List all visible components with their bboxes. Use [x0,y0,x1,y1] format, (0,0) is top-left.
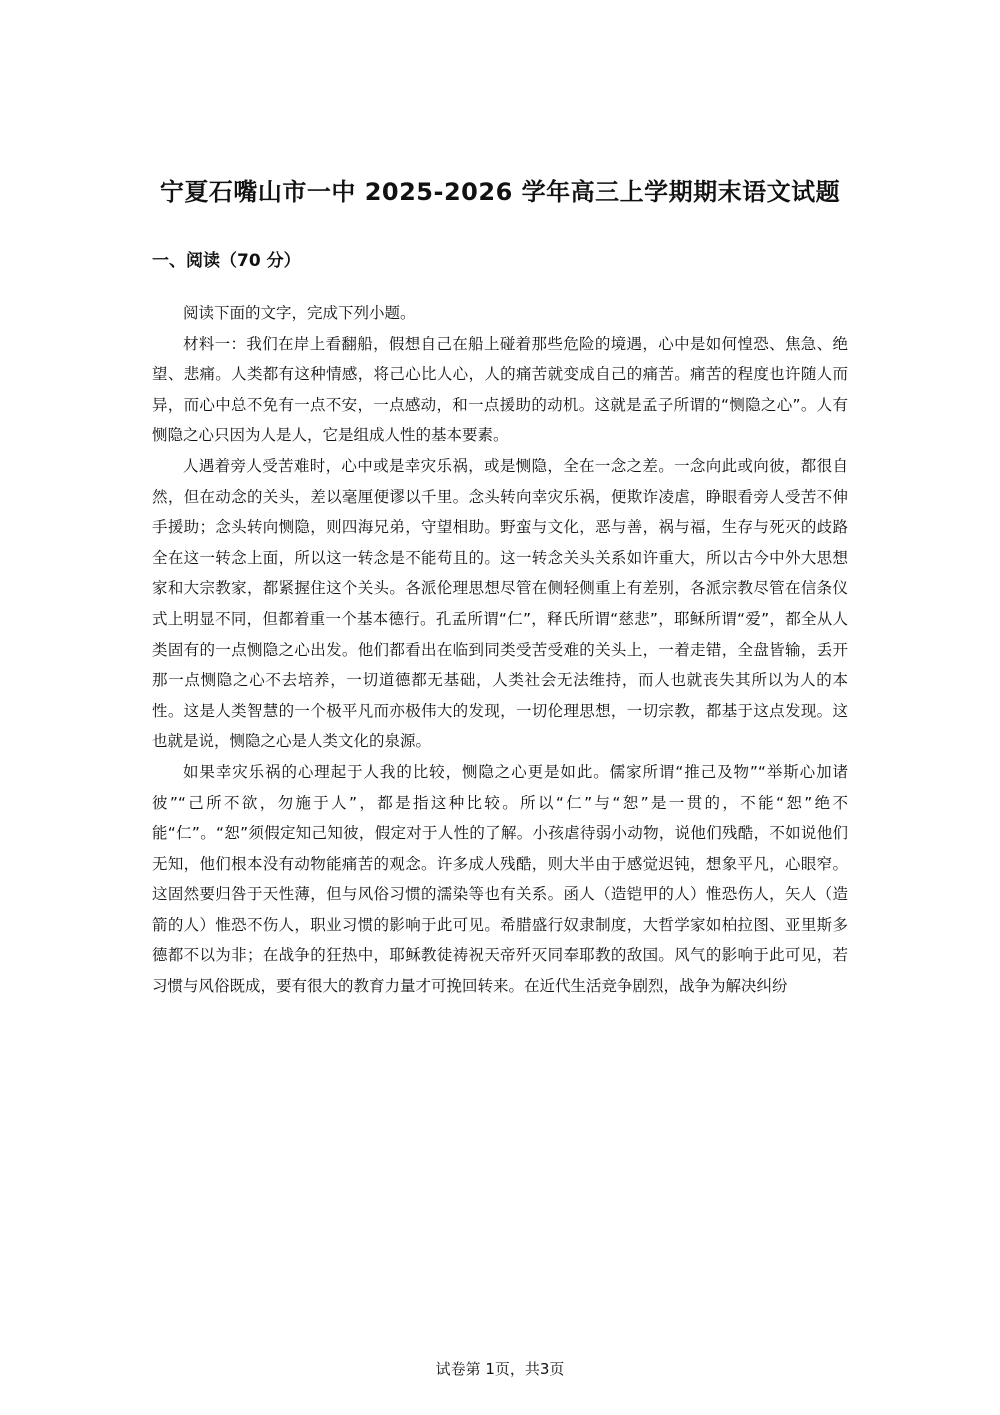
reading-passage [152,298,848,1002]
instruction-paragraph: 阅读下面的文字，完成下列小题。 [183,304,416,322]
document-title: 宁夏石嘴山市一中 2025-2026 学年高三上学期期末语文试题 [159,178,841,206]
section-heading: 一、阅读（70 分） [152,251,301,271]
passage-paragraph: 如果幸灾乐祸的心理起于人我的比较，恻隐之心更是如此。儒家所谓“推己及物”“举斯心加诸彼”“己所不欲，勿施于人”，都是指这种比较。所以“仁”与“恕”是一贯的，不能“恕”绝不能“仁”。“恕”须假定知己知彼，假定对于人性的了解。小孩虐待弱小动物，说他们残酷，不如说他们无知，他们根本没有动物能痛苦的观念。许多成人残酷，则大半由于感觉迟钝，想象平凡，心眼窄。这固然要归咎于天性薄，但与风俗习惯的濡染等也有关系。函人（造铠甲的人）惟恐伤人，矢人（造箭的人）惟恐不伤人，职业习惯的影响于此可见。希腊盛行奴隶制度，大哲学家如柏拉图、亚里斯多德都不以为非；在战争的狂热中，耶稣教徒祷祝天帝歼灭同奉耶教的敌国。风气的影响于此可见，若习惯与风俗既成，要有很大的教育力量才可挽回转来。在近代生活竞争剧烈，战争为解决纠纷 [152,762,848,996]
passage-paragraph: 人遇着旁人受苦难时，心中或是幸灾乐祸，或是恻隐，全在一念之差。一念向此或向彼，都很自然，但在动念的关头，差以毫厘便谬以千里。念头转向幸灾乐祸，便欺诈凌虐，睁眼看旁人受苦不伸手援助；念头转向恻隐，则四海兄弟，守望相助。野蛮与文化，恶与善，祸与福，生存与死灭的歧路全在这一转念上面，所以这一转念是不能苟且的。这一转念关头关系如许重大，所以古今中外大思想家和大宗教家，都紧握住这个关头。各派伦理思想尽管在侧轻侧重上有差别，各派宗教尽管在信条仪式上明显不同，但都着重一个基本德行。孔孟所谓“仁”，释氏所谓“慈悲”，耶稣所谓“爱”，都全从人类固有的一点恻隐之心出发。他们都看出在临到同类受苦受难的关头上，一着走错，全盘皆输，丢开那一点恻隐之心不去培养，一切道德都无基础，人类社会无法维持，而人也就丧失其所以为人的本性。这是人类智慧的一个极平凡而亦极伟大的发现，一切伦理思想，一切宗教，都基于这点发现。这也就是说，恻隐之心是人类文化的泉源。 [152,456,848,751]
page-footer: 试卷第 1页，共3页 [435,1360,565,1378]
passage-paragraph: 材料一：我们在岸上看翻船，假想自己在船上碰着那些危险的境遇，心中是如何惶恐、焦急、绝望、悲痛。人类都有这种情感，将己心比人心，人的痛苦就变成自己的痛苦。痛苦的程度也许随人而异，而心中总不免有一点不安，一点感动，和一点援助的动机。这就是孟子所谓的“恻隐之心”。人有恻隐之心只因为人是人，它是组成人性的基本要素。 [152,334,848,445]
